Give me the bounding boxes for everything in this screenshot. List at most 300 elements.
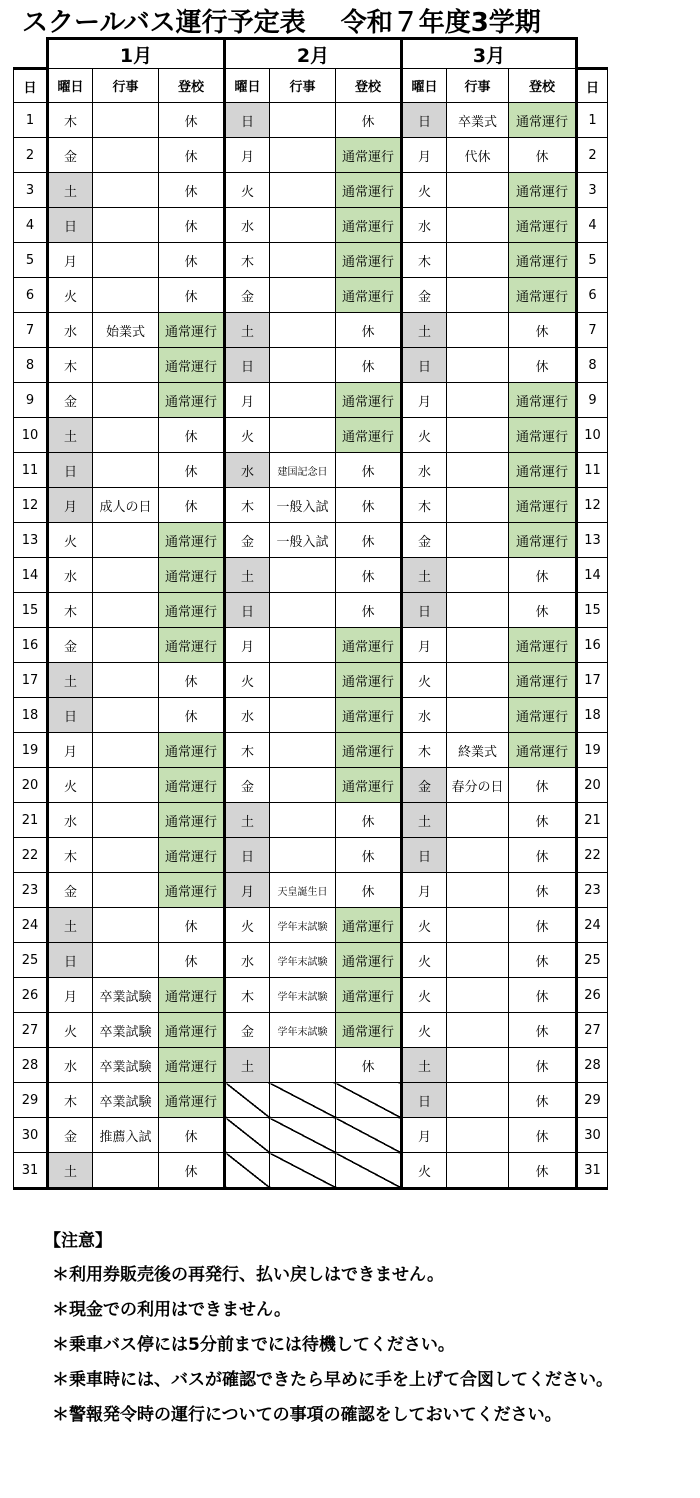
bus-status-cell: 通常運行 — [159, 803, 225, 838]
day-number-right: 1 — [577, 103, 608, 138]
day-number: 31 — [14, 1153, 48, 1189]
weekday-cell: 木 — [225, 243, 270, 278]
weekday-cell: 金 — [48, 383, 93, 418]
bus-status-cell: 通常運行 — [336, 628, 402, 663]
day-number: 14 — [14, 558, 48, 593]
table-row — [14, 278, 608, 313]
bus-status-cell: 通常運行 — [159, 313, 225, 348]
weekday-cell: 日 — [48, 453, 93, 488]
bus-status-cell: 通常運行 — [509, 698, 577, 733]
bus-status-cell: 休 — [159, 208, 225, 243]
bus-status-cell: 通常運行 — [336, 173, 402, 208]
table-row — [14, 838, 608, 873]
bus-status-cell: 通常運行 — [509, 278, 577, 313]
weekday-cell: 金 — [48, 1118, 93, 1153]
table-row — [14, 488, 608, 523]
weekday-cell: 土 — [225, 803, 270, 838]
weekday-cell: 水 — [225, 208, 270, 243]
empty-day-cell — [225, 1083, 270, 1118]
bus-status-cell: 通常運行 — [509, 103, 577, 138]
bus-status-cell: 休 — [336, 873, 402, 908]
table-row — [14, 453, 608, 488]
bus-schedule-table — [13, 37, 608, 1190]
table-row — [14, 663, 608, 698]
col-header-attend: 登校 — [509, 69, 577, 103]
weekday-cell: 月 — [402, 138, 447, 173]
bus-status-cell: 休 — [336, 103, 402, 138]
bus-status-cell: 通常運行 — [509, 488, 577, 523]
day-number: 25 — [14, 943, 48, 978]
bus-status-cell: 通常運行 — [509, 523, 577, 558]
day-number: 22 — [14, 838, 48, 873]
table-row — [14, 383, 608, 418]
table-row — [14, 698, 608, 733]
day-number-right: 20 — [577, 768, 608, 803]
event-cell — [447, 558, 509, 593]
table-row — [14, 908, 608, 943]
bus-status-cell: 休 — [509, 1153, 577, 1189]
bus-status-cell: 休 — [336, 803, 402, 838]
event-cell: 建国記念日 — [270, 453, 336, 488]
bus-status-cell: 休 — [336, 453, 402, 488]
notes-section — [44, 1226, 694, 1438]
weekday-cell: 金 — [48, 873, 93, 908]
table-row — [14, 1048, 608, 1083]
weekday-cell: 木 — [225, 978, 270, 1013]
event-cell — [93, 663, 159, 698]
event-cell — [447, 628, 509, 663]
bus-status-cell: 休 — [509, 943, 577, 978]
weekday-cell: 月 — [48, 488, 93, 523]
bus-status-cell: 通常運行 — [509, 663, 577, 698]
table-row — [14, 208, 608, 243]
event-cell: 卒業式 — [447, 103, 509, 138]
empty-day-cell — [270, 1083, 336, 1118]
col-header-weekday: 曜日 — [48, 69, 93, 103]
weekday-cell: 土 — [48, 418, 93, 453]
day-number-right: 12 — [577, 488, 608, 523]
event-cell — [93, 733, 159, 768]
weekday-cell: 土 — [48, 908, 93, 943]
weekday-cell: 金 — [225, 768, 270, 803]
weekday-cell: 火 — [225, 908, 270, 943]
bus-status-cell: 通常運行 — [509, 733, 577, 768]
event-cell — [93, 873, 159, 908]
empty-day-cell — [270, 1118, 336, 1153]
event-cell: 天皇誕生日 — [270, 873, 336, 908]
event-cell — [93, 803, 159, 838]
bus-status-cell: 通常運行 — [336, 908, 402, 943]
event-cell — [447, 1153, 509, 1189]
bus-status-cell: 休 — [159, 138, 225, 173]
event-cell — [447, 838, 509, 873]
event-cell — [93, 558, 159, 593]
weekday-cell: 月 — [225, 138, 270, 173]
event-cell: 卒業試験 — [93, 978, 159, 1013]
event-cell: 一般入試 — [270, 488, 336, 523]
event-cell — [447, 313, 509, 348]
weekday-cell: 日 — [48, 698, 93, 733]
weekday-cell: 水 — [48, 313, 93, 348]
day-number: 27 — [14, 1013, 48, 1048]
weekday-cell: 木 — [402, 733, 447, 768]
header-corner-left — [14, 39, 48, 69]
weekday-cell: 木 — [48, 593, 93, 628]
day-number-right: 13 — [577, 523, 608, 558]
event-cell — [447, 908, 509, 943]
note-item: ＊乗車時には、バスが確認できたら早めに手を上げて合図してください。 — [52, 1370, 613, 1390]
weekday-cell: 日 — [225, 838, 270, 873]
table-row — [14, 1153, 608, 1189]
bus-status-cell: 休 — [159, 173, 225, 208]
event-cell — [447, 663, 509, 698]
weekday-cell: 月 — [402, 873, 447, 908]
weekday-cell: 金 — [225, 523, 270, 558]
event-cell — [270, 803, 336, 838]
note-item: ＊警報発令時の運行についての事項の確認をしておいてください。 — [52, 1405, 562, 1425]
weekday-cell: 水 — [402, 698, 447, 733]
weekday-cell: 土 — [225, 558, 270, 593]
event-cell — [447, 803, 509, 838]
event-cell: 始業式 — [93, 313, 159, 348]
bus-status-cell: 休 — [336, 593, 402, 628]
notes-heading: 【注意】 — [44, 1231, 112, 1251]
event-cell — [270, 103, 336, 138]
event-cell — [447, 348, 509, 383]
day-number-right: 30 — [577, 1118, 608, 1153]
day-number: 10 — [14, 418, 48, 453]
weekday-cell: 火 — [402, 943, 447, 978]
bus-status-cell: 休 — [509, 873, 577, 908]
bus-status-cell: 通常運行 — [159, 1013, 225, 1048]
month-header-jan: 1月 — [48, 39, 225, 69]
event-cell — [93, 383, 159, 418]
event-cell — [93, 838, 159, 873]
day-number: 20 — [14, 768, 48, 803]
weekday-cell: 火 — [48, 278, 93, 313]
event-cell: 学年末試験 — [270, 1013, 336, 1048]
day-number: 3 — [14, 173, 48, 208]
weekday-cell: 土 — [402, 313, 447, 348]
table-row — [14, 733, 608, 768]
event-cell — [447, 1083, 509, 1118]
day-number: 17 — [14, 663, 48, 698]
weekday-cell: 月 — [48, 243, 93, 278]
table-row — [14, 103, 608, 138]
bus-status-cell: 休 — [159, 278, 225, 313]
table-row — [14, 348, 608, 383]
event-cell — [270, 418, 336, 453]
weekday-cell: 土 — [402, 1048, 447, 1083]
bus-status-cell: 通常運行 — [336, 243, 402, 278]
event-cell — [447, 943, 509, 978]
day-number-right: 11 — [577, 453, 608, 488]
table-row — [14, 943, 608, 978]
weekday-cell: 火 — [48, 768, 93, 803]
empty-day-cell — [336, 1083, 402, 1118]
empty-day-cell — [336, 1118, 402, 1153]
event-cell: 終業式 — [447, 733, 509, 768]
day-number: 28 — [14, 1048, 48, 1083]
weekday-cell: 金 — [402, 523, 447, 558]
col-header-weekday: 曜日 — [402, 69, 447, 103]
event-cell — [93, 243, 159, 278]
table-row — [14, 628, 608, 663]
bus-status-cell: 通常運行 — [159, 628, 225, 663]
bus-status-cell: 通常運行 — [336, 733, 402, 768]
table-row — [14, 138, 608, 173]
empty-day-cell — [336, 1153, 402, 1189]
table-row — [14, 173, 608, 208]
day-number: 2 — [14, 138, 48, 173]
weekday-cell: 火 — [402, 418, 447, 453]
bus-status-cell: 休 — [509, 348, 577, 383]
day-number: 8 — [14, 348, 48, 383]
weekday-cell: 火 — [402, 1153, 447, 1189]
event-cell — [93, 628, 159, 663]
event-cell — [93, 943, 159, 978]
weekday-cell: 日 — [48, 208, 93, 243]
event-cell — [447, 1048, 509, 1083]
header-corner-right — [577, 39, 608, 69]
bus-status-cell: 休 — [336, 488, 402, 523]
weekday-cell: 土 — [402, 558, 447, 593]
table-row — [14, 558, 608, 593]
weekday-cell: 日 — [225, 103, 270, 138]
event-cell — [447, 873, 509, 908]
weekday-cell: 火 — [225, 173, 270, 208]
bus-status-cell: 休 — [509, 838, 577, 873]
day-number: 18 — [14, 698, 48, 733]
weekday-cell: 木 — [402, 488, 447, 523]
weekday-cell: 水 — [225, 698, 270, 733]
event-cell — [270, 1048, 336, 1083]
bus-status-cell: 通常運行 — [159, 593, 225, 628]
day-number-right: 14 — [577, 558, 608, 593]
weekday-cell: 日 — [402, 348, 447, 383]
event-cell — [447, 1118, 509, 1153]
bus-status-cell: 通常運行 — [336, 698, 402, 733]
weekday-cell: 水 — [48, 1048, 93, 1083]
table-row — [14, 768, 608, 803]
weekday-cell: 木 — [48, 838, 93, 873]
empty-day-cell — [270, 1153, 336, 1189]
event-cell: 成人の日 — [93, 488, 159, 523]
bus-status-cell: 通常運行 — [159, 768, 225, 803]
day-number-right: 8 — [577, 348, 608, 383]
bus-status-cell: 休 — [336, 313, 402, 348]
event-cell — [93, 278, 159, 313]
table-row — [14, 873, 608, 908]
bus-status-cell: 通常運行 — [159, 383, 225, 418]
bus-status-cell: 休 — [509, 1083, 577, 1118]
event-cell — [447, 523, 509, 558]
day-number: 11 — [14, 453, 48, 488]
event-cell — [270, 313, 336, 348]
bus-status-cell: 通常運行 — [159, 1048, 225, 1083]
event-cell: 代休 — [447, 138, 509, 173]
event-cell — [447, 978, 509, 1013]
weekday-cell: 金 — [48, 138, 93, 173]
page-title: スクールバス運行予定表 令和７年度3学期 — [22, 8, 541, 38]
bus-status-cell: 通常運行 — [509, 173, 577, 208]
weekday-cell: 木 — [48, 348, 93, 383]
weekday-cell: 火 — [402, 978, 447, 1013]
bus-status-cell: 休 — [159, 698, 225, 733]
event-cell — [447, 173, 509, 208]
weekday-cell: 日 — [225, 593, 270, 628]
bus-status-cell: 通常運行 — [509, 243, 577, 278]
weekday-cell: 月 — [225, 383, 270, 418]
weekday-cell: 火 — [402, 173, 447, 208]
event-cell — [93, 593, 159, 628]
day-number-right: 4 — [577, 208, 608, 243]
bus-status-cell: 休 — [509, 558, 577, 593]
table-row — [14, 1013, 608, 1048]
weekday-cell: 火 — [48, 523, 93, 558]
weekday-cell: 金 — [402, 278, 447, 313]
table-row — [14, 1118, 608, 1153]
day-number: 16 — [14, 628, 48, 663]
day-number: 9 — [14, 383, 48, 418]
col-header-attend: 登校 — [336, 69, 402, 103]
bus-status-cell: 通常運行 — [336, 208, 402, 243]
event-cell — [270, 733, 336, 768]
event-cell — [270, 768, 336, 803]
col-header-event: 行事 — [93, 69, 159, 103]
weekday-cell: 日 — [402, 103, 447, 138]
col-header-event: 行事 — [447, 69, 509, 103]
bus-status-cell: 通常運行 — [336, 978, 402, 1013]
note-item: ＊利用券販売後の再発行、払い戻しはできません。 — [52, 1265, 445, 1285]
event-cell — [447, 698, 509, 733]
event-cell: 学年末試験 — [270, 908, 336, 943]
event-cell — [447, 208, 509, 243]
empty-day-cell — [225, 1153, 270, 1189]
day-number: 7 — [14, 313, 48, 348]
weekday-cell: 土 — [225, 1048, 270, 1083]
event-cell — [270, 838, 336, 873]
col-header-weekday: 曜日 — [225, 69, 270, 103]
weekday-cell: 金 — [402, 768, 447, 803]
day-number-right: 16 — [577, 628, 608, 663]
bus-status-cell: 通常運行 — [509, 628, 577, 663]
event-cell — [93, 138, 159, 173]
weekday-cell: 月 — [402, 628, 447, 663]
bus-status-cell: 休 — [509, 803, 577, 838]
event-cell — [93, 698, 159, 733]
bus-status-cell: 休 — [159, 488, 225, 523]
day-number-right: 31 — [577, 1153, 608, 1189]
day-number-right: 17 — [577, 663, 608, 698]
weekday-cell: 木 — [225, 733, 270, 768]
bus-status-cell: 休 — [336, 1048, 402, 1083]
table-row — [14, 978, 608, 1013]
month-header-mar: 3月 — [402, 39, 577, 69]
empty-day-cell — [225, 1118, 270, 1153]
bus-status-cell: 休 — [509, 1118, 577, 1153]
event-cell — [93, 418, 159, 453]
bus-status-cell: 通常運行 — [336, 418, 402, 453]
weekday-cell: 水 — [402, 453, 447, 488]
bus-status-cell: 通常運行 — [336, 278, 402, 313]
weekday-cell: 土 — [48, 663, 93, 698]
day-number: 26 — [14, 978, 48, 1013]
day-number: 24 — [14, 908, 48, 943]
event-cell: 推薦入試 — [93, 1118, 159, 1153]
bus-status-cell: 休 — [509, 768, 577, 803]
bus-status-cell: 休 — [509, 593, 577, 628]
weekday-cell: 日 — [402, 838, 447, 873]
event-cell: 卒業試験 — [93, 1013, 159, 1048]
bus-status-cell: 休 — [509, 138, 577, 173]
day-number: 30 — [14, 1118, 48, 1153]
event-cell — [270, 628, 336, 663]
event-cell — [93, 173, 159, 208]
day-number: 21 — [14, 803, 48, 838]
weekday-cell: 火 — [402, 1013, 447, 1048]
table-row — [14, 523, 608, 558]
bus-status-cell: 休 — [159, 418, 225, 453]
weekday-cell: 火 — [48, 1013, 93, 1048]
bus-status-cell: 休 — [509, 1013, 577, 1048]
bus-status-cell: 休 — [159, 943, 225, 978]
weekday-cell: 木 — [225, 488, 270, 523]
bus-status-cell: 通常運行 — [509, 453, 577, 488]
table-row — [14, 418, 608, 453]
bus-status-cell: 休 — [159, 1153, 225, 1189]
event-cell — [447, 488, 509, 523]
table-row — [14, 243, 608, 278]
event-cell — [447, 453, 509, 488]
event-cell — [270, 663, 336, 698]
bus-status-cell: 通常運行 — [336, 663, 402, 698]
weekday-cell: 金 — [225, 1013, 270, 1048]
bus-status-cell: 通常運行 — [159, 978, 225, 1013]
event-cell — [93, 348, 159, 383]
bus-status-cell: 休 — [159, 908, 225, 943]
table-row — [14, 313, 608, 348]
weekday-cell: 月 — [225, 628, 270, 663]
weekday-cell: 日 — [48, 943, 93, 978]
day-number-right: 23 — [577, 873, 608, 908]
event-cell — [93, 908, 159, 943]
month-header-feb: 2月 — [225, 39, 402, 69]
bus-status-cell: 通常運行 — [159, 558, 225, 593]
weekday-cell: 土 — [48, 1153, 93, 1189]
day-number-right: 2 — [577, 138, 608, 173]
event-cell — [270, 383, 336, 418]
bus-status-cell: 通常運行 — [336, 138, 402, 173]
event-cell — [93, 208, 159, 243]
bus-status-cell: 休 — [159, 103, 225, 138]
col-header-event: 行事 — [270, 69, 336, 103]
event-cell — [93, 453, 159, 488]
weekday-cell: 金 — [225, 278, 270, 313]
table-row — [14, 593, 608, 628]
bus-status-cell: 通常運行 — [159, 733, 225, 768]
day-number-right: 28 — [577, 1048, 608, 1083]
day-number: 5 — [14, 243, 48, 278]
day-number-right: 21 — [577, 803, 608, 838]
weekday-cell: 月 — [48, 978, 93, 1013]
event-cell — [270, 208, 336, 243]
event-cell: 学年末試験 — [270, 943, 336, 978]
event-cell — [93, 103, 159, 138]
bus-status-cell: 休 — [336, 558, 402, 593]
note-item: ＊現金での利用はできません。 — [52, 1300, 292, 1320]
weekday-cell: 木 — [48, 1083, 93, 1118]
